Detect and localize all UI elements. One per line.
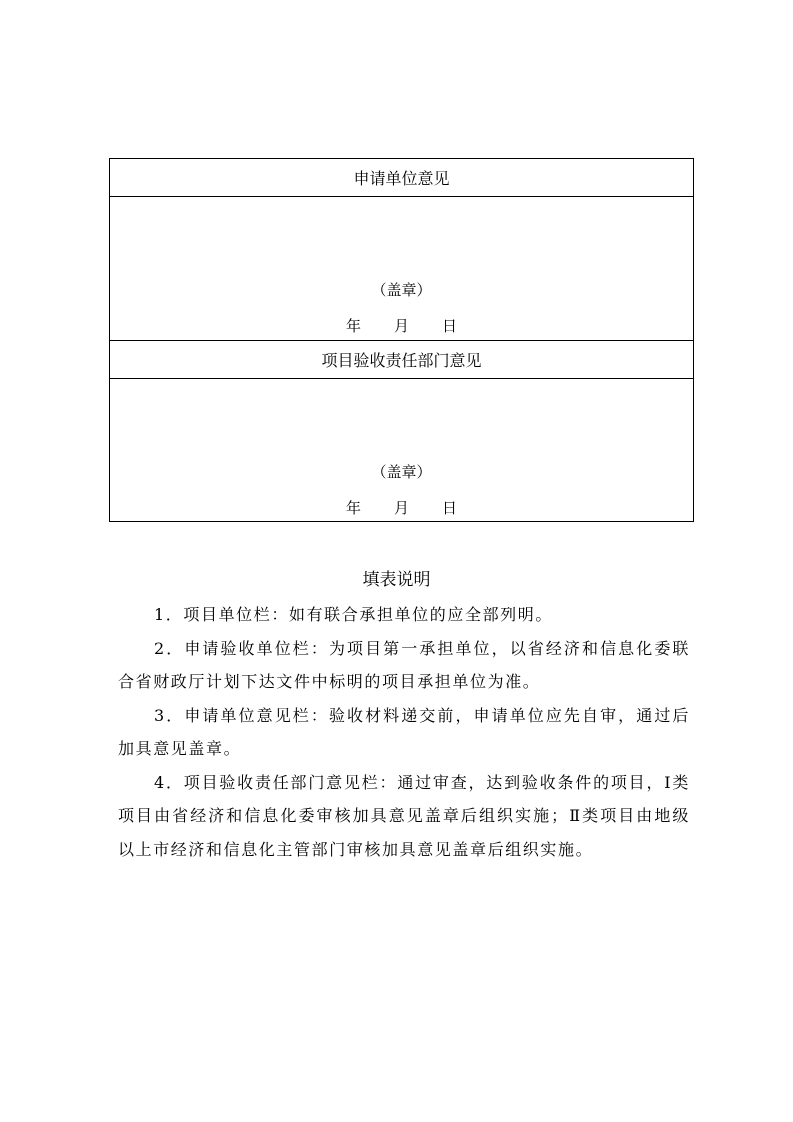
acceptance-date-line xyxy=(110,497,693,518)
acceptance-seal-label: （盖章） xyxy=(371,463,432,481)
opinion-form-table xyxy=(109,158,694,522)
applicant-seal-label: （盖章） xyxy=(371,281,432,299)
acceptance-date-month: 月 xyxy=(393,499,409,517)
applicant-date-line xyxy=(110,315,693,336)
acceptance-date-year: 年 xyxy=(345,499,361,517)
acceptance-opinion-header-text: 项目验收责任部门意见 xyxy=(321,351,482,370)
instructions-title: 填表说明 xyxy=(362,570,431,590)
instruction-item: 4．项目验收责任部门意见栏：通过审查，达到验收条件的项目，Ⅰ类项目由省经济和信息化委审核加具意见盖章后组织实施；Ⅱ类项目由地级以上市经济和信息化主管部门审核加具意见盖章后组织实施。 xyxy=(118,772,690,859)
applicant-date-month: 月 xyxy=(393,317,409,335)
instruction-item: 2．申请验收单位栏：为项目第一承担单位，以省经济和信息化委联合省财政厅计划下达文件中标明的项目承担单位为准。 xyxy=(118,638,690,691)
applicant-opinion-header xyxy=(110,159,693,197)
instruction-item: 1．项目单位栏：如有联合承担单位的应全部列明。 xyxy=(154,605,553,624)
applicant-date-year: 年 xyxy=(345,317,361,335)
instructions-list xyxy=(118,598,690,866)
acceptance-opinion-header xyxy=(110,341,693,379)
acceptance-opinion-field[interactable] xyxy=(110,379,693,521)
applicant-opinion-field[interactable] xyxy=(110,197,693,341)
acceptance-date-day: 日 xyxy=(441,499,457,517)
applicant-opinion-header-text: 申请单位意见 xyxy=(353,169,450,188)
instruction-item: 3．申请单位意见栏：验收材料递交前，申请单位应先自审，通过后加具意见盖章。 xyxy=(118,705,690,758)
applicant-date-day: 日 xyxy=(441,317,457,335)
